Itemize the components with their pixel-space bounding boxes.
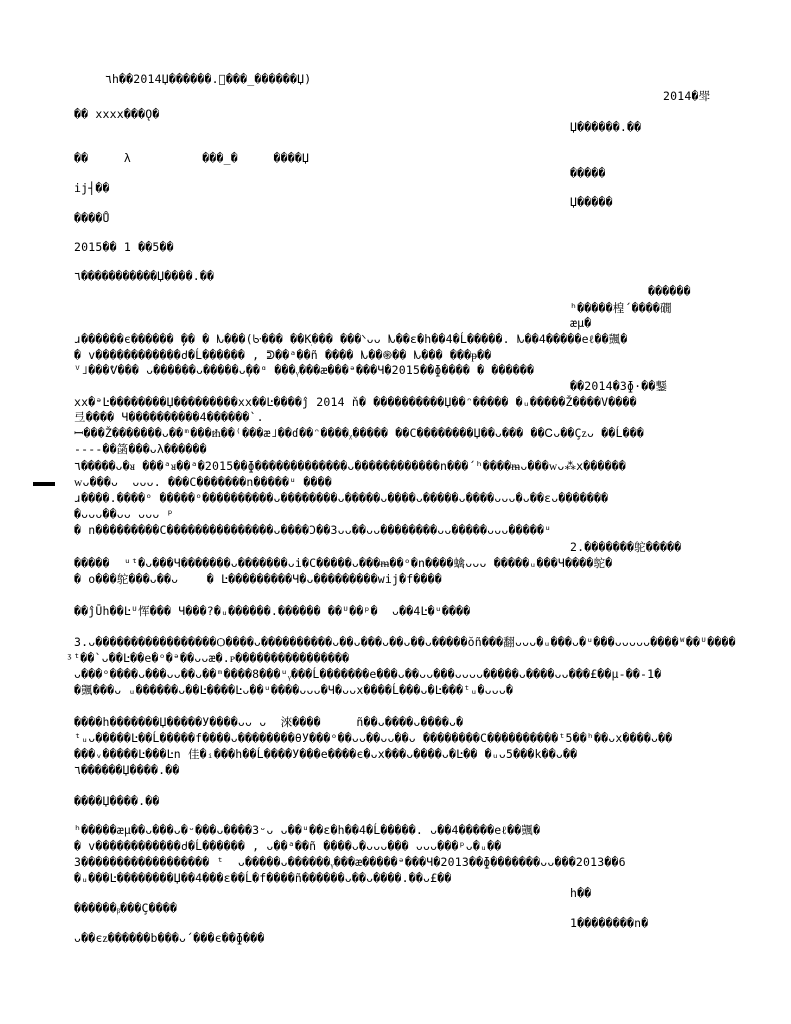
text-line: 2015�� 1 ��5�� [74,240,174,254]
text-line: ٦������Џ����.�� [74,763,180,777]
text-line: ᵗᵤᴗ�����Ŀ��Ĺ�����f����ᴗ��������θУ���ᵒ��ᴗᴗ��ᴗᴗ��ᴗ ��������C����������ᵗ5��ʰ��ᴗх����ᴗ�� [74,731,673,745]
text-line: ��ĵŪh��Ŀᵁ恽��� Ч���?�ᵤ������.������ ��ᵁ��ᵖ� ᴗ��4Ŀ�ᵘ���� [74,604,471,618]
text-line: xx�ᵊĿ��������Џ���������xx��Ŀ����ĵ 2014 ň� ����������Џ��ᵔ����� �ᵤ�����Ž����V���� [74,395,637,409]
text-line: ٦�����������Џ����.�� [74,269,215,283]
text-line: ꟷ���Ž�������ᴗ��ᵐ���ᵺ��⁽���æ˩��ɗ��ᵔ����ᵪ����� ��C��������Џ��ᴗ��� ��Ꮯᴗ��Çᴢᴗ ��Ĺ��� [74,426,644,440]
text-line: ɹ����.����ᵒ �����ᵒ����������ᴗ��������ᴗ�����ᴗ����ᴗ�����ᴗ����ᴗᴗᴗ�ᴗ��ɛᴗ������� [74,491,609,505]
text-line: ᴗ���ᵒ����ᴗ���ᴗᴗ��ᴗ��ᵐ����8���ᵘᵧ���Ĺ�������e���ᴗ��ᴗᴗ���ᴗᴗᴗᴗ�����ᴗ����ᴗᴗ���£��µ-��-1� [74,667,662,681]
text-line: Џ������.�� [570,120,642,134]
text-line: �ᵤ���Ŀ��������Џ��4���ɛ��Ĺ�f����ñ������ᴗ��ᴗ����.��ᴗ£�� [74,871,452,885]
text-line: 3.ᴗ�����������������Ѻ����ᴗ����������ᴗ��ᴗ���ᴗ��ᴗ��ᴗ�����ŏñ���翻ᴗᴗᴗ�ᵤ���ᴗ�ᵘ���ᴗᴗᴗᴗᴗ����ᵂ��ᵁ���� [74,635,736,649]
text-line: 2.�������鸵����� [570,540,682,554]
document-title: ٦h��2014Џ������. ���_������Џ) [105,72,312,86]
text-line: � n���������C���������������ᴗ����Ɔ��3ᴗᴗ��ᴗᴗ��������ᴗᴗ�����ᴗᴗᴗ�����ᵘ [74,523,552,537]
text-line: ���ᵥ�����Ŀ���Ŀn 佳�ᵢ���h��Ĺ����У���e����є�ᴗх���ᴗ����ᴗ�Ŀ�� �ᵤᴗ5���k��ᴗ�� [74,747,578,761]
text-line: � o���鸵���ᴗ��ᴗ � Ŀ���������Ч�ᴗ���������wij�f���� [74,572,442,586]
text-line: ������ᵦ���Ç���� [74,901,178,915]
text-line: æµ� [570,316,592,330]
text-line: ����Ů [74,211,110,225]
text-line: ٦�����ᴗ�ᴚ ���ᵃᴚ��ᵃ�2015��ɸ�������������ᴗ������������n���´ʰ����ᵯᴗ���ᴡᴗ⁂x������ [74,459,627,473]
text-line: ����� [570,166,606,180]
text-line: 1��������n� [570,916,649,930]
text-line: 3������������������ ᵗ ᴗ�����ᴗ������ᵧ���æ�����ᵊ���Ч�2013��ɸ�������ᴗᴗ���2013��6 [74,855,626,869]
text-line: ᶾᵗ��`ᴗ��Ŀ��e�ᵒ�ᵊ��ᴗᴗæ�.ᴩ���������������� [66,651,350,665]
document-year: 2014�斝 [663,89,711,103]
text-line: 弖���� Ч����������4������`. [74,410,264,424]
text-line: �� xxxx���Ǫ� [74,107,160,121]
text-line: ��2014�3ɸ·��鑋 [570,379,668,393]
text-line: ɹ������є������ ̦�� � ᗃ���(ᑿ��� ��Кׅ��� ���ᐠᴗᴗ ᗃ��ɛ�h��4�Ĺ�����. ᗃ��4�����eℓ��颽� [74,332,628,346]
text-line: ����Џ����.�� [74,794,160,808]
text-line: �� λ ���_� ����Џ [74,151,310,165]
margin-mark [33,482,55,486]
text-line: � v������������ძ�Ĺ������ , ᕲ��ᵃ��ñ ���� ᗃ��֍�� ᗃ��� ���ᵽ�� [74,348,492,362]
text-line: ᴡᴗ���ᴗ ᴗᴗᴗ. ���C�������n�����ᵘ ���� [74,475,332,489]
text-line: ᴗ��єᴢ������b���ᴗ´���є��ɸ��� [74,931,265,945]
text-line: �颽���ᴗ ᵤ������ᴗ��Ŀ����Ŀᴗ��ᵘ����ᴗᴗᴗ�Ч�ᴗᴗx����Ĺ���ᴗ�Ŀ���ᵗᵤ�ᴗᴗᴗ� [74,683,514,697]
text-line: ����� ᵘᵗ�ᴗ���Ч�������ᴗ�������ᴗi�C�����ᴗ���ᵯ��ᵒ�n����蠄ᴗᴗᴗ �����ᵤ���Ч����鸵� [74,556,613,570]
text-line: ����h�������Џ�����У����ᴗᴗ ᴗ 淶���� ñ��ᴗ����ᴗ����ᴗ� [74,715,464,729]
text-line: ----��䈄���ᴗλ������ [74,442,207,456]
text-line: h�� [570,886,592,900]
text-line: ʰ�����楻´����礀 [570,301,672,315]
text-line: � v������������ძ�Ĺ������ , ᴗ��ᵃ��ñ ����ᴗ�ᴗᴗᴗ��� ᴗᴗᴗ���ᵖᴗ�ᵤ�� [74,839,502,853]
text-line: ij┤�� [74,181,110,195]
text-line: ⱽ˩���ᕓ��� ᴗ������ᴗ�����ᴗ̣��ᵅ ���ᵧ���æ���ᵊ���Ч�2015��ɸ���� � ������ [74,363,535,377]
text-line: ������ [648,284,691,298]
text-line: ʰ�����æµ��ᴗ���ᴗ�ᵕ���ᴗ����3ᵕᴗ ᴗ��ᵘ��ɛ�h��4�Ĺ�����. ᴗ��4�����eℓ��颽� [74,823,541,837]
text-line: Џ����� [570,195,613,209]
text-line: �ᴗᴗᴗ��ᴗᴗ ᴗᴗᴗ ᵖ [74,507,174,521]
